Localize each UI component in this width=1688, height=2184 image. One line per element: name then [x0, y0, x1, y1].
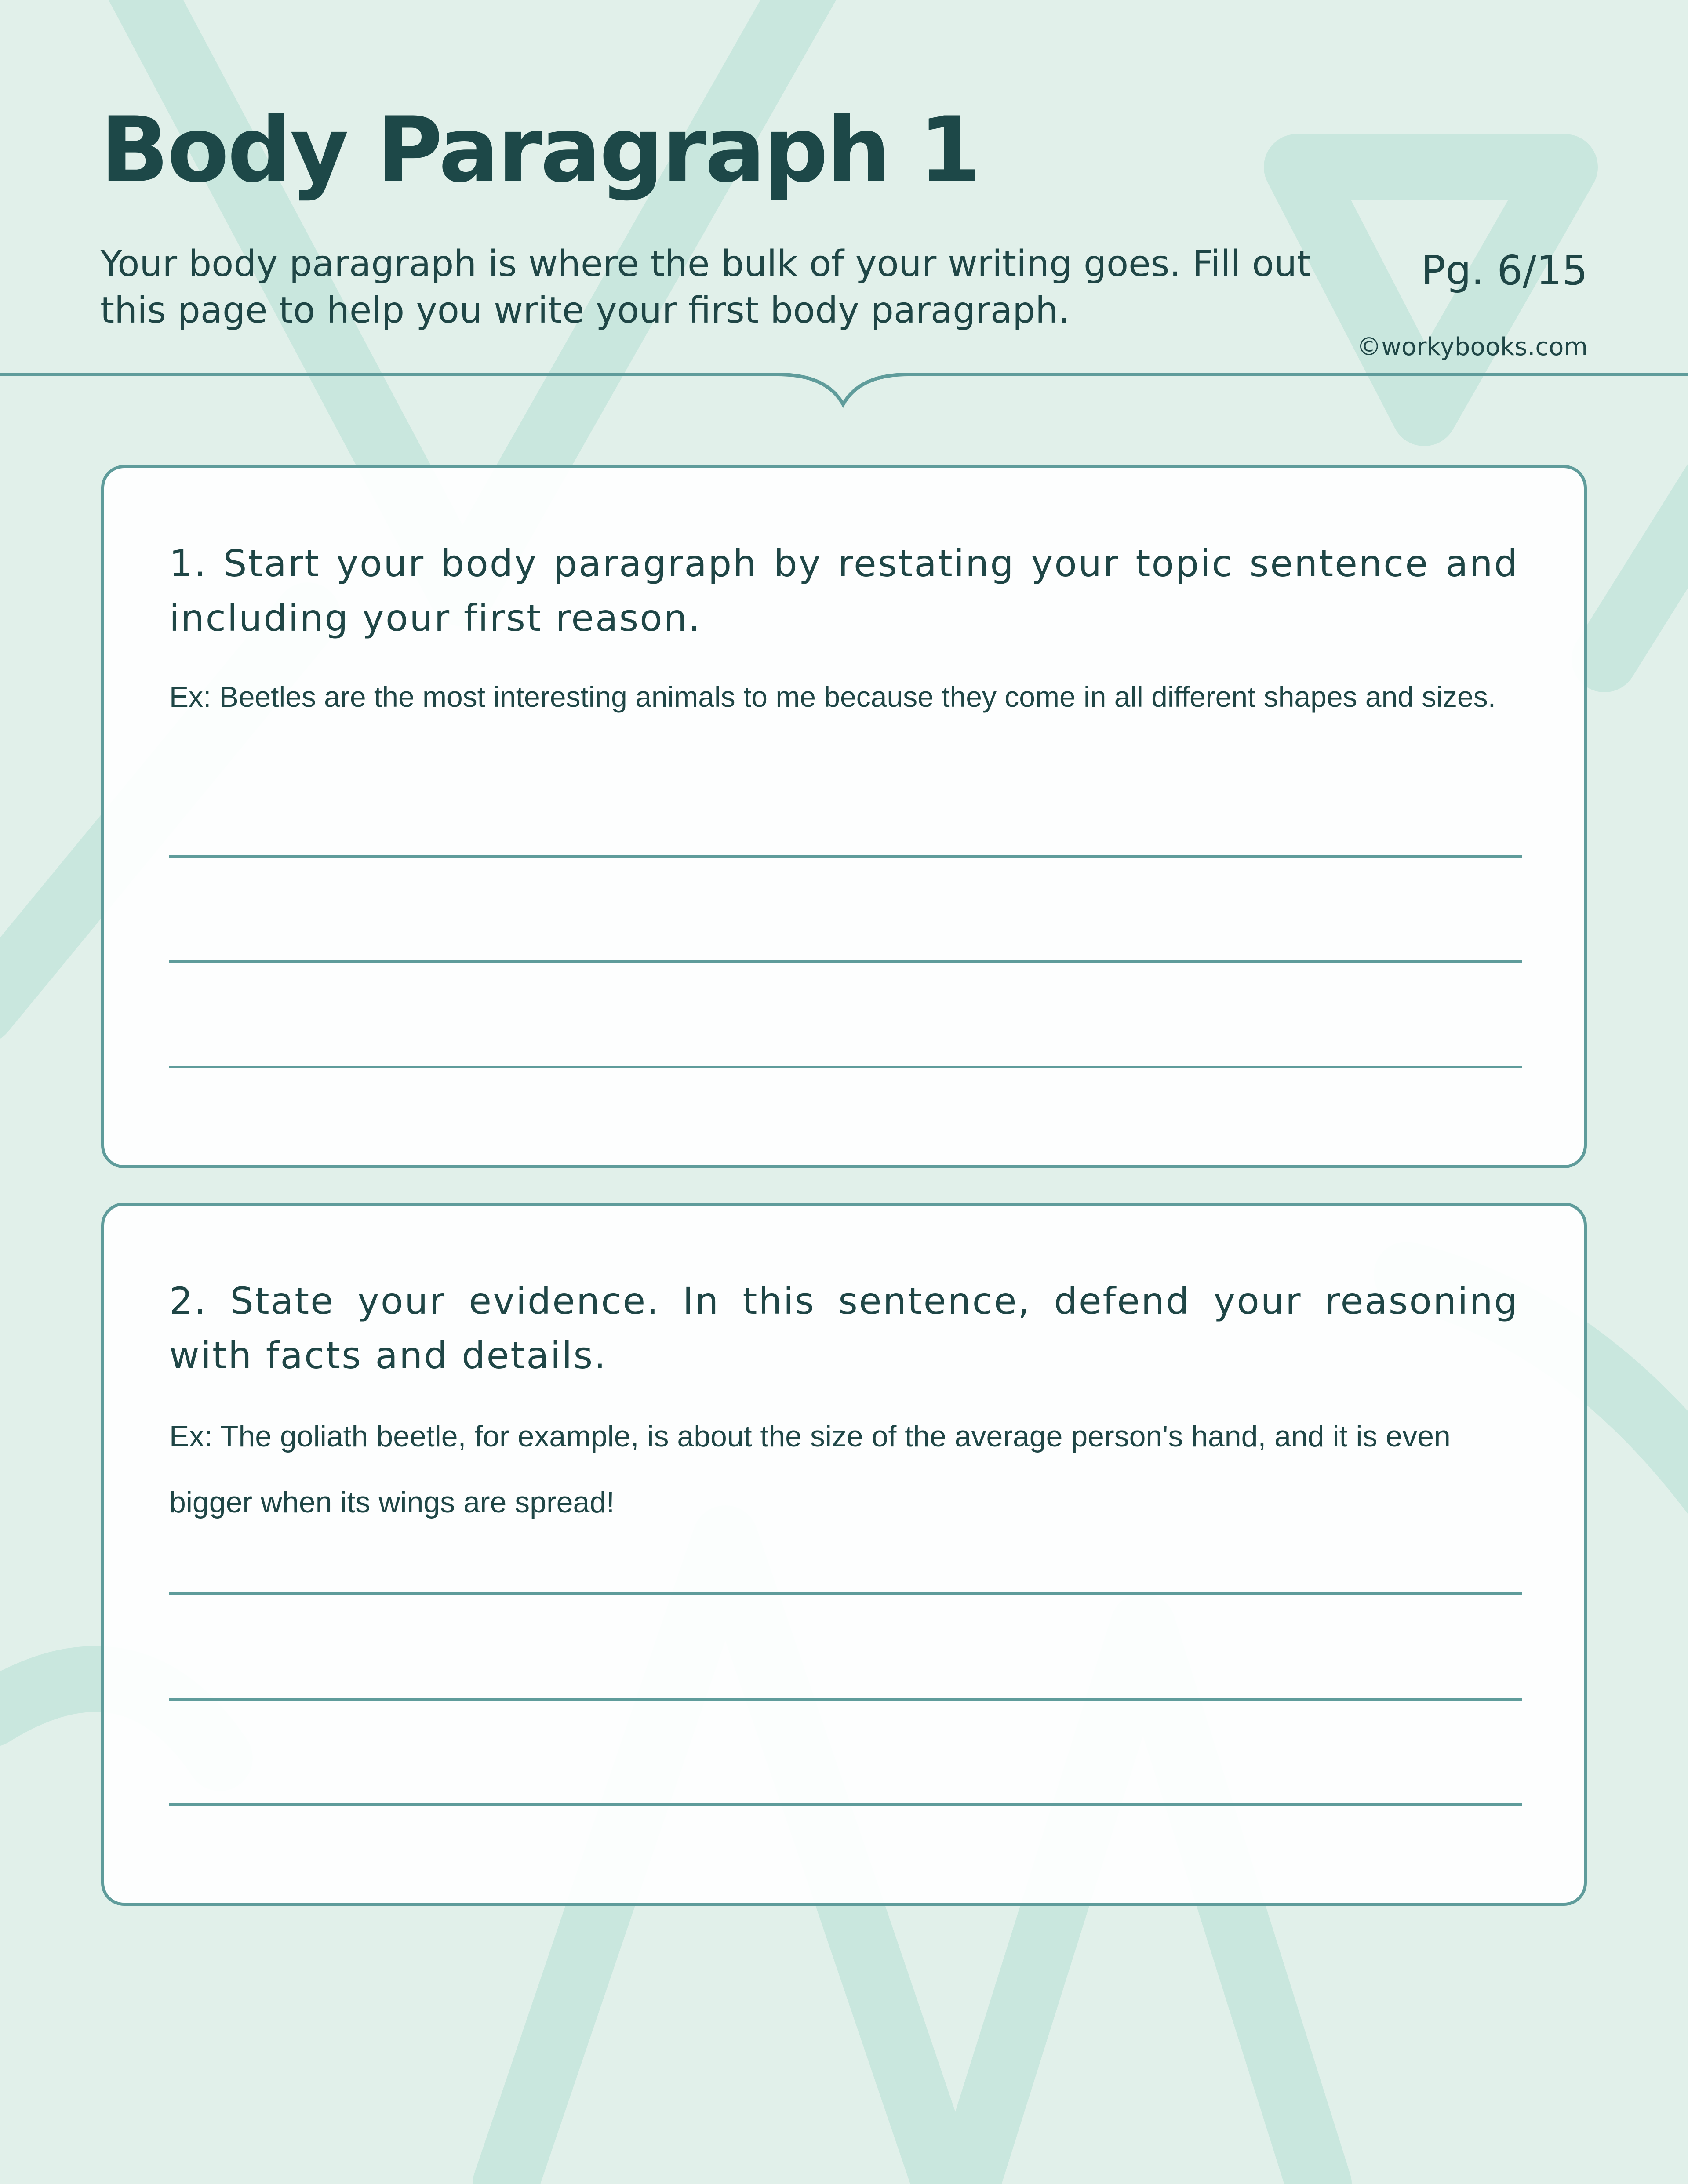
- page-title: Body Paragraph 1: [100, 98, 980, 203]
- answer-line[interactable]: [169, 1592, 1522, 1595]
- answer-line[interactable]: [169, 1066, 1522, 1068]
- question-prompt-1: 1. Start your body paragraph by restating your topic sentence and including your first reason.: [169, 542, 1519, 640]
- answer-line[interactable]: [169, 1698, 1522, 1701]
- copyright-notice: ©workybooks.com: [1357, 333, 1588, 361]
- question-prompt-2: 2. State your evidence. In this sentence, defend your reasoning with facts and details.: [169, 1279, 1519, 1377]
- question-card-1: [101, 465, 1587, 1168]
- page-number: Pg. 6/15: [1421, 247, 1588, 294]
- answer-line[interactable]: [169, 960, 1522, 963]
- question-example-2: Ex: The goliath beetle, for example, is about the size of the average person's hand, and it is even bigger when its wings are spread!: [169, 1420, 1451, 1519]
- header-divider: [0, 365, 1688, 418]
- question-example-1: Ex: Beetles are the most interesting animals to me because they come in all different shapes and sizes.: [169, 680, 1496, 713]
- question-card-2: [101, 1203, 1587, 1906]
- answer-line[interactable]: [169, 855, 1522, 858]
- page-subtitle: Your body paragraph is where the bulk of your writing goes. Fill out this page to help you write your first body paragraph.: [100, 243, 1311, 331]
- answer-line[interactable]: [169, 1803, 1522, 1806]
